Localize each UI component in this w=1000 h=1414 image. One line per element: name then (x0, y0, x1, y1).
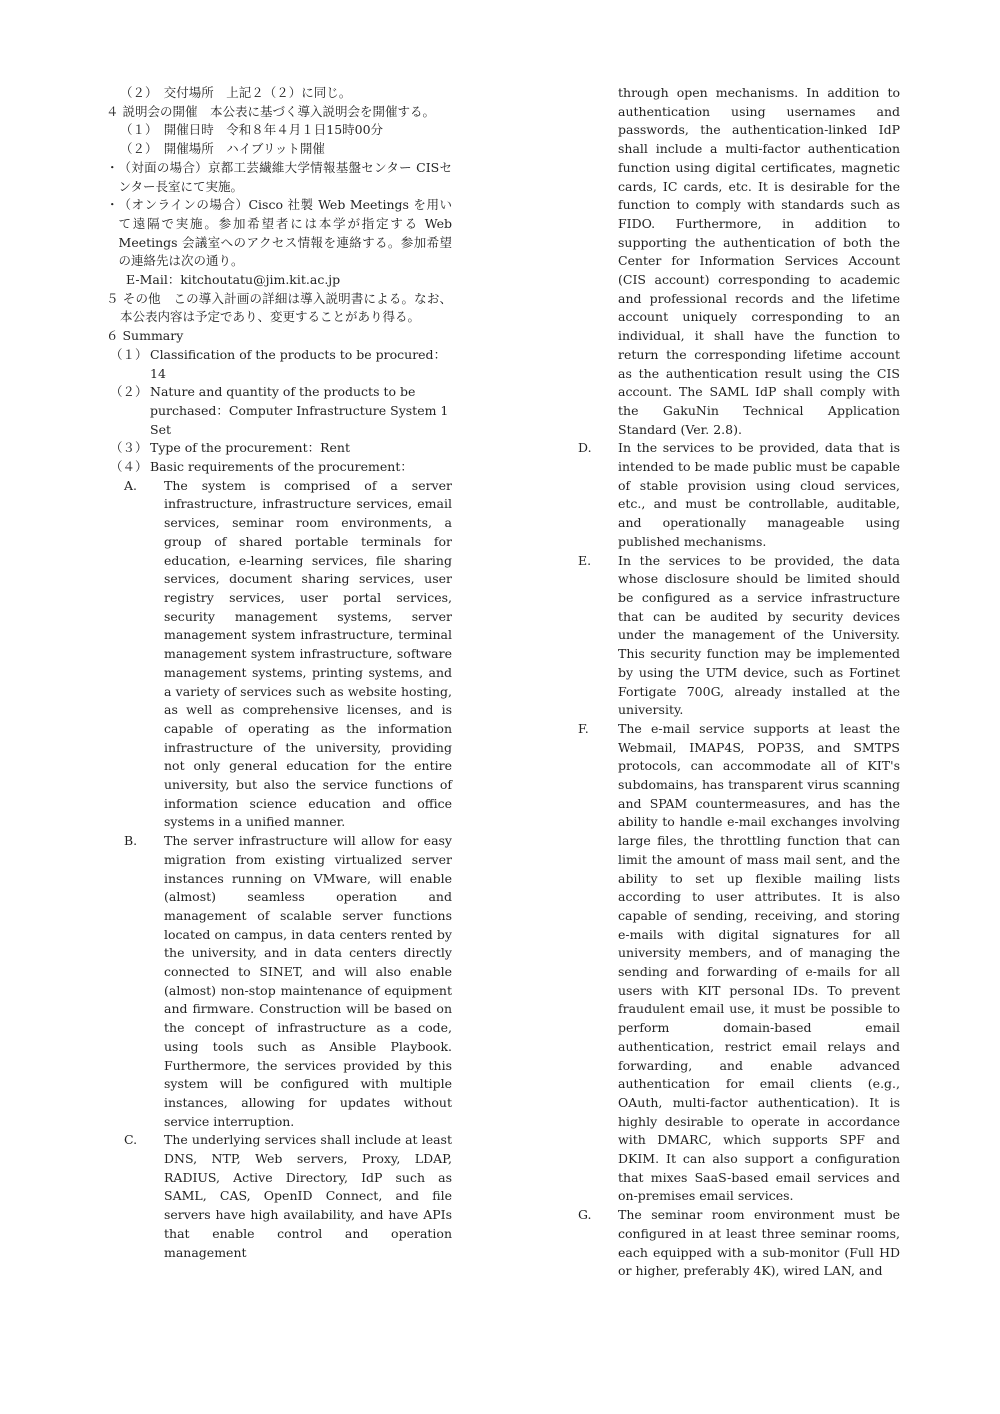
requirement-g (576, 1206, 900, 1281)
requirement-text: In the services to be provided, the data whose disclosure should be limited should be configured as a service infrastructure that can be audited by security devices under the management of the University. This security function may be implemented by using the UTM device, such as Fortinet Fortigate 700G, already installed at the university. (618, 552, 900, 718)
requirement-b (106, 832, 452, 1131)
requirement-label: E. (578, 552, 592, 568)
requirement-text: The underlying services shall include at least DNS, NTP, Web servers, Proxy, LDAP, RADIUS, Active Directory, IdP such as SAML, CAS, OpenID Connect, and file servers have high availability, and have APIs that enable control and operation management (164, 1132, 452, 1260)
requirement-text: through open mechanisms. In addition to authentication using usernames and passwords, the authentication-linked IdP shall include a multi-factor authentication function using digital certificates, magnetic cards, IC cards, etc. It is desirable for the function to comply with standards such as FIDO. Furthermore, in addition to supporting the authentication of both the Center for Information Services Account (CIS account) corresponding to academic and professional records and the lifetime account uniquely corresponding to an individual, it shall have the function to return the corresponding lifetime account as the authentication result using the CIS account. The SAML IdP shall comply with the GakuNin Technical Application Standard (Ver. 2.8). (618, 85, 900, 437)
requirement-text: The seminar room environment must be configured in at least three seminar rooms, each equipped with a sub-monitor (Full HD or higher, preferably 4K), wired LAN, and (618, 1207, 900, 1279)
bullet-online (106, 196, 452, 271)
bullet-onsite-text: （対面の場合）京都工芸繊維大学情報基盤センター CISセンター長室にて実施。 (118, 159, 452, 194)
bullet-online-text: （オンラインの場合）Cisco 社製 Web Meetings を用いて遠隔で実施。参加希望者には本学が指定する Web Meetings 会議室へのアクセス情報を連絡する。参加希望の連絡先は次の通り。 (118, 197, 452, 269)
requirement-label: D. (578, 440, 592, 456)
requirement-a (106, 477, 452, 832)
requirement-e (576, 552, 900, 720)
requirement-label: A. (124, 477, 138, 493)
requirement-text: The system is comprised of a server infrastructure, infrastructure services, email services, seminar room environments, a group of shared portable terminals for education, e-learning services, file sharing services, document sharing services, user registry services, user portal services, security management systems, server management system infrastructure, terminal management system infrastructure, software management systems, printing systems, and a variety of services such as website hosting, as well as comprehensive licenses, and is capable of operating as the information infrastructure of the university, providing not only general education for the entire university, but also the service functions of information science education and office systems in a unified manner. (164, 477, 452, 830)
bullet-mark: ・ (106, 159, 119, 175)
briefing-venue-line: （２） 開催場所 ハイブリット開催 (120, 141, 325, 157)
requirement-label: G. (578, 1207, 592, 1223)
requirement-label: F. (578, 720, 589, 736)
bullet-mark: ・ (106, 197, 119, 213)
contact-email: E-Mail：kitchoutatu@jim.kit.ac.jp (126, 272, 341, 288)
summary-item-3 (106, 439, 452, 458)
right-column (576, 84, 900, 1281)
summary-item-label: （３） (110, 440, 148, 456)
requirement-c-continued (576, 84, 900, 439)
summary-item-label: （２） (110, 384, 148, 400)
requirement-text: In the services to be provided, data that is intended to be made public must be capable of stable provision using cloud services, etc., and must be controllable, auditable, and operationally manageable using published mechanisms. (618, 440, 900, 549)
summary-item-text: Nature and quantity of the products to be purchased：Computer Infrastructure System 1 Set (150, 384, 449, 437)
requirement-text: The e-mail service supports at least the Webmail, IMAP4S, POP3S, and SMTPS protocols, can accommodate all of KIT's subdomains, has transparent virus scanning and SPAM countermeasures, and has the ability to handle e-mail exchanges involving large files, the throttling function that can limit the amount of mass mail sent, and the ability to set up flexible mailing lists according to user attributes. It is also capable of sending, receiving, and storing e-mails with digital signatures for all university members, and of managing the sending and forwarding of e-mails for all users with KIT personal IDs. To prevent fraudulent email use, it must be possible to perform domain-based email authentication, restrict email relays and forwarding, and enable advanced authentication for email clients (e.g., OAuth, multi-factor authentication). It is highly desirable to operate in accordance with DMARC, which supports SPF and DKIM. It can also support a configuration that mixes SaaS-based email services and on-premises email services. (618, 720, 900, 1204)
delivery-place-line: （２） 交付場所 上記２（２）に同じ。 (120, 85, 352, 100)
other-section: ５ その他 この導入計画の詳細は導入説明書による。なお、本公表内容は予定であり、変更することがあり得る。 (106, 290, 452, 325)
summary-item-4 (106, 458, 452, 477)
summary-item-label: （１） (110, 346, 148, 362)
requirement-label: B. (124, 833, 138, 849)
requirement-c (106, 1131, 452, 1262)
summary-heading: ６ Summary (106, 328, 184, 344)
summary-item-text: Type of the procurement：Rent (150, 440, 350, 456)
left-column (106, 84, 452, 1262)
briefing-datetime-line: （１） 開催日時 令和８年４月１日15時00分 (120, 122, 384, 138)
summary-item-text: Classification of the products to be procured：14 (150, 346, 447, 381)
requirement-label: C. (124, 1132, 138, 1148)
summary-item-1 (106, 346, 452, 383)
summary-item-2 (106, 383, 452, 439)
bullet-onsite (106, 159, 452, 196)
summary-item-label: （４） (110, 459, 148, 475)
summary-item-text: Basic requirements of the procurement： (150, 459, 413, 475)
requirement-text: The server infrastructure will allow for easy migration from existing virtualized server instances running on VMware, will enable (almost) seamless operation and management of scalable server functions located on campus, in data centers rented by the university, and in data centers directly connected to SINET, and will also enable (almost) non-stop maintenance of equipment and firmware. Construction will be based on the concept of infrastructure as a code, using tools such as Ansible Playbook. Furthermore, the services provided by this system will be configured with multiple instances, allowing for updates without service interruption. (164, 833, 452, 1129)
requirement-f (576, 720, 900, 1206)
briefing-heading: ４ 説明会の開催 本公表に基づく導入説明会を開催する。 (106, 103, 435, 119)
requirement-d (576, 439, 900, 551)
